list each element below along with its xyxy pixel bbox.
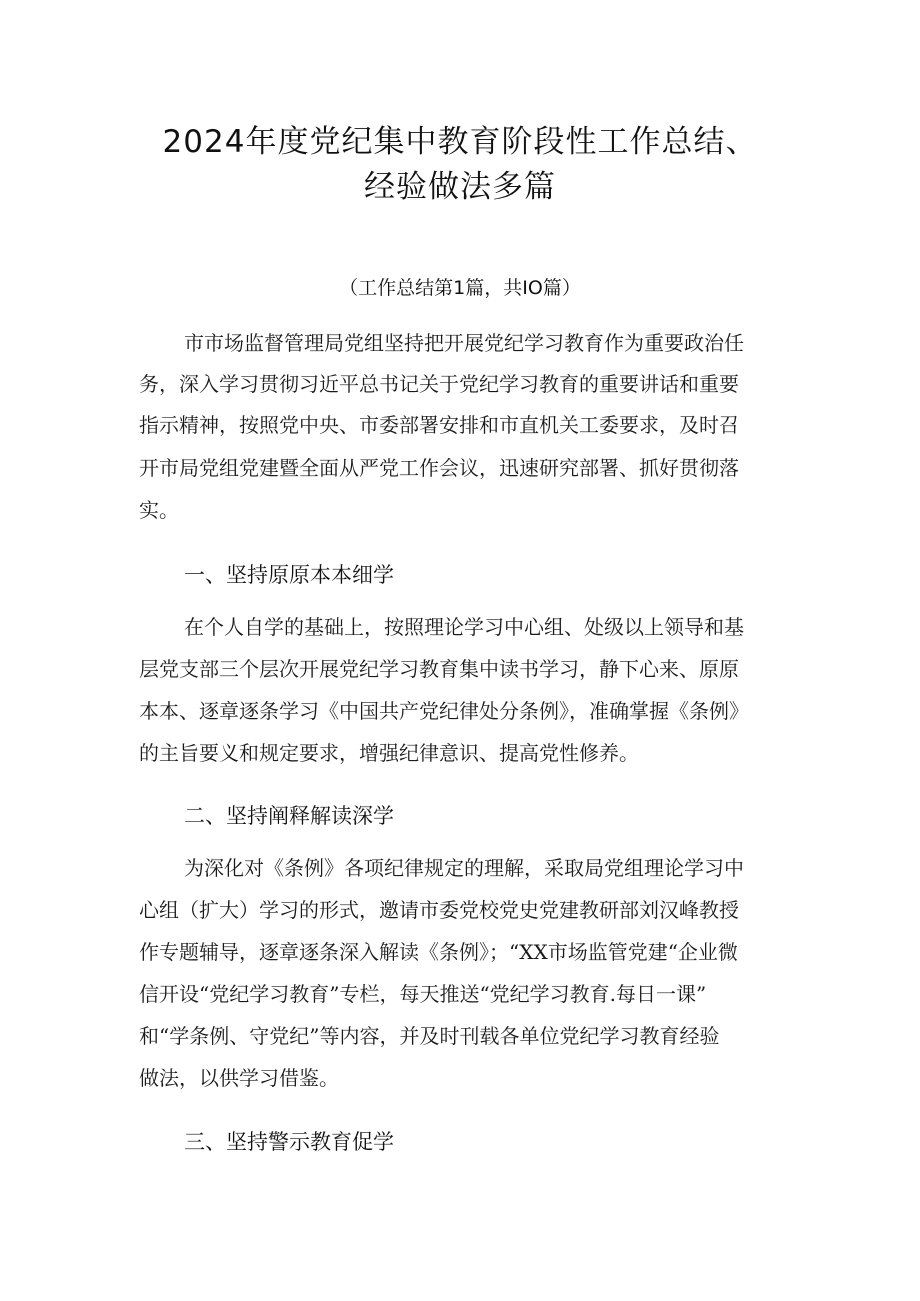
section-2-line: 为深化对《条例》各项纪律规定的理解，采取局党组理论学习中 [184, 856, 744, 880]
section-1-line: 的主旨要义和规定要求，增强纪律意识、提高党性修养。 [139, 741, 639, 765]
document-title-line-1: 2024年度党纪集中教育阶段性工作总结、 [162, 124, 758, 160]
section-2-line: 心组（扩大）学习的形式，邀请市委党校党史党建教研部刘汉峰教授 [139, 898, 739, 922]
section-1-line: 在个人自学的基础上，按照理论学习中心组、处级以上领导和基 [184, 615, 744, 639]
section-1-line: 层党支部三个层次开展党纪学习教育集中读书学习，静下心来、原原 [139, 657, 739, 681]
document-title-line-2: 经验做法多篇 [364, 169, 556, 205]
intro-line: 务，深入学习贯彻习近平总书记关于党纪学习教育的重要讲话和重要 [139, 372, 739, 396]
section-2-line: 做法，以供学习借鉴。 [139, 1066, 339, 1090]
section-2-line: 和“学条例、守党纪”等内容，并及时刊载各单位党纪学习教育经验 [139, 1024, 720, 1048]
intro-line: 市市场监督管理局党组坚持把开展党纪学习教育作为重要政治任 [184, 331, 744, 355]
section-heading-3: 三、坚持警示教育促学 [184, 1130, 394, 1154]
document-subtitle: （工作总结第1篇，共IO篇） [339, 277, 581, 299]
section-1-line: 本本、逐章逐条学习《中国共产党纪律处分条例》，准确掌握《条例》 [139, 699, 749, 723]
section-heading-2: 二、坚持阐释解读深学 [184, 804, 394, 828]
section-2-line: 作专题辅导，逐章逐条深入解读《条例》；“XX市场监管党建“企业微 [139, 940, 738, 964]
intro-line: 指示精神，按照党中央、市委部署安排和市直机关工委要求，及时召 [139, 413, 739, 437]
intro-line: 开市局党组党建暨全面从严党工作会议，迅速研究部署、抓好贯彻落 [139, 456, 739, 480]
section-2-line: 信开设“党纪学习教育”专栏，每天推送“党纪学习教育.每日一课” [139, 982, 707, 1006]
section-heading-1: 一、坚持原原本本细学 [184, 563, 394, 587]
intro-line: 实。 [139, 498, 179, 522]
